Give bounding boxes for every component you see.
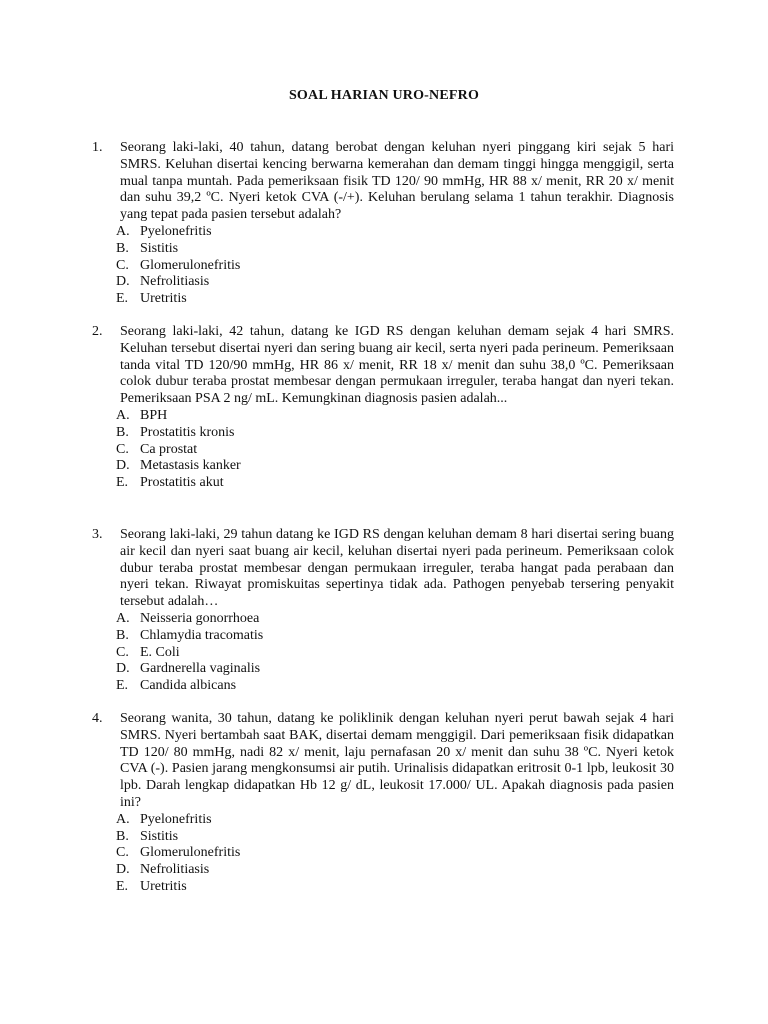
- option-text: Chlamydia tracomatis: [140, 627, 264, 643]
- option-text: Gardnerella vaginalis: [140, 661, 261, 677]
- option-letter: A.: [116, 407, 130, 423]
- option-d: [116, 274, 674, 291]
- option-letter: C.: [116, 644, 129, 660]
- option-a: [116, 224, 674, 241]
- question-3: [92, 527, 674, 695]
- options-list: [116, 812, 674, 896]
- option-b: [116, 829, 674, 846]
- options-list: [116, 408, 674, 492]
- question-number: 1.: [92, 140, 103, 155]
- document-title: SOAL HARIAN URO-NEFRO: [288, 88, 480, 103]
- option-letter: D.: [116, 458, 130, 474]
- options-list: [116, 224, 674, 308]
- option-text: Prostatitis akut: [140, 475, 224, 491]
- option-text: Prostatitis kronis: [140, 424, 235, 440]
- option-letter: A.: [116, 610, 130, 626]
- option-e: [116, 475, 674, 492]
- option-text: E. Coli: [140, 644, 180, 660]
- option-text: Ca prostat: [140, 441, 198, 457]
- option-letter: C.: [116, 845, 129, 861]
- option-a: [116, 611, 674, 628]
- option-e: [116, 291, 674, 308]
- option-text: Sistitis: [140, 240, 179, 256]
- question-1: [92, 140, 674, 308]
- option-letter: D.: [116, 862, 130, 878]
- option-a: [116, 408, 674, 425]
- option-b: [116, 425, 674, 442]
- option-c: [116, 845, 674, 862]
- question-text: Seorang laki-laki, 42 tahun, datang ke IGD RS dengan keluhan demam sejak 4 hari SMRS. Keluhan tersebut disertai nyeri dan sering buang air kecil, serta nyeri pada perineum. Pemeriksaan tanda vital TD 120/90 mmHg, HR 86 x/ menit, RR 18 x/ menit dan suhu 38,0 ºC. Pemeriksaan colok dubur teraba prostat membesar dengan permukaan irreguler, teraba hangat dan nyeri tekan. Pemeriksaan PSA 2 ng/ mL. Kemungkinan diagnosis pasien adalah...: [120, 324, 674, 407]
- option-b: [116, 241, 674, 258]
- option-letter: A.: [116, 811, 130, 827]
- option-text: Uretritis: [140, 878, 187, 894]
- option-d: [116, 862, 674, 879]
- option-letter: D.: [116, 274, 130, 290]
- option-letter: B.: [116, 828, 129, 844]
- option-d: [116, 661, 674, 678]
- option-c: [116, 258, 674, 275]
- option-text: Metastasis kanker: [140, 458, 241, 474]
- option-e: [116, 678, 674, 695]
- option-letter: B.: [116, 627, 129, 643]
- option-letter: A.: [116, 223, 130, 239]
- option-text: Pyelonefritis: [140, 223, 212, 239]
- option-letter: D.: [116, 661, 130, 677]
- option-letter: B.: [116, 424, 129, 440]
- option-e: [116, 879, 674, 896]
- question-number: 2.: [92, 324, 103, 339]
- option-text: Sistitis: [140, 828, 179, 844]
- option-letter: E.: [116, 291, 129, 307]
- question-text: Seorang wanita, 30 tahun, datang ke poliklinik dengan keluhan nyeri perut bawah sejak 4 hari SMRS. Nyeri bertambah saat BAK, disertai demam menggigil. Dari pemeriksaan fisik didapatkan TD 120/ 80 mmHg, nadi 82 x/ menit, laju pernafasan 20 x/ menit dan suhu 38 ºC. Nyeri ketok CVA (-). Pasien jarang mengkonsumsi air putih. Urinalisis didapatkan eritrosit 0-1 lpb, leukosit 30 lpb. Darah lengkap didapatkan Hb 12 g/ dL, leukosit 17.000/ UL. Apakah diagnosis pada pasien ini?: [120, 711, 674, 810]
- option-text: Glomerulonefritis: [140, 257, 241, 273]
- option-letter: C.: [116, 441, 129, 457]
- option-letter: E.: [116, 475, 129, 491]
- question-2: [92, 324, 674, 492]
- question-text: Seorang laki-laki, 40 tahun, datang berobat dengan keluhan nyeri pinggang kiri sejak 5 hari SMRS. Keluhan disertai kencing berwarna kemerahan dan demam tinggi hingga menggigil, serta mual tanpa muntah. Pada pemeriksaan fisik TD 120/ 90 mmHg, HR 88 x/ menit, RR 20 x/ menit dan suhu 39,2 ºC. Nyeri ketok CVA (-/+). Keluhan berulang selama 1 tahun terakhir. Diagnosis yang tepat pada pasien tersebut adalah?: [120, 140, 674, 223]
- option-text: Pyelonefritis: [140, 811, 212, 827]
- option-letter: E.: [116, 878, 129, 894]
- option-b: [116, 628, 674, 645]
- question-text: Seorang laki-laki, 29 tahun datang ke IGD RS dengan keluhan demam 8 hari disertai sering buang air kecil dan nyeri saat buang air kecil, keluhan disertai nyeri pada perineum. Pemeriksaan colok dubur teraba prostat membesar dengan permukaan irreguler, teraba hangat pada perabaan dan nyeri tekan. Riwayat promiskuitas sepertinya tidak ada. Pathogen penyebab tersering penyakit tersebut adalah…: [120, 527, 674, 610]
- option-letter: E.: [116, 678, 129, 694]
- option-c: [116, 442, 674, 459]
- option-text: Neisseria gonorrhoea: [140, 610, 260, 626]
- options-list: [116, 611, 674, 695]
- option-c: [116, 645, 674, 662]
- option-a: [116, 812, 674, 829]
- option-text: Uretritis: [140, 291, 187, 307]
- question-number: 3.: [92, 527, 103, 542]
- option-letter: B.: [116, 240, 129, 256]
- question-number: 4.: [92, 711, 103, 726]
- question-4: [92, 711, 674, 896]
- option-text: Nefrolitiasis: [140, 274, 210, 290]
- option-text: Glomerulonefritis: [140, 845, 241, 861]
- option-text: Candida albicans: [140, 678, 237, 694]
- option-letter: C.: [116, 257, 129, 273]
- option-text: Nefrolitiasis: [140, 862, 210, 878]
- option-d: [116, 458, 674, 475]
- option-text: BPH: [140, 407, 168, 423]
